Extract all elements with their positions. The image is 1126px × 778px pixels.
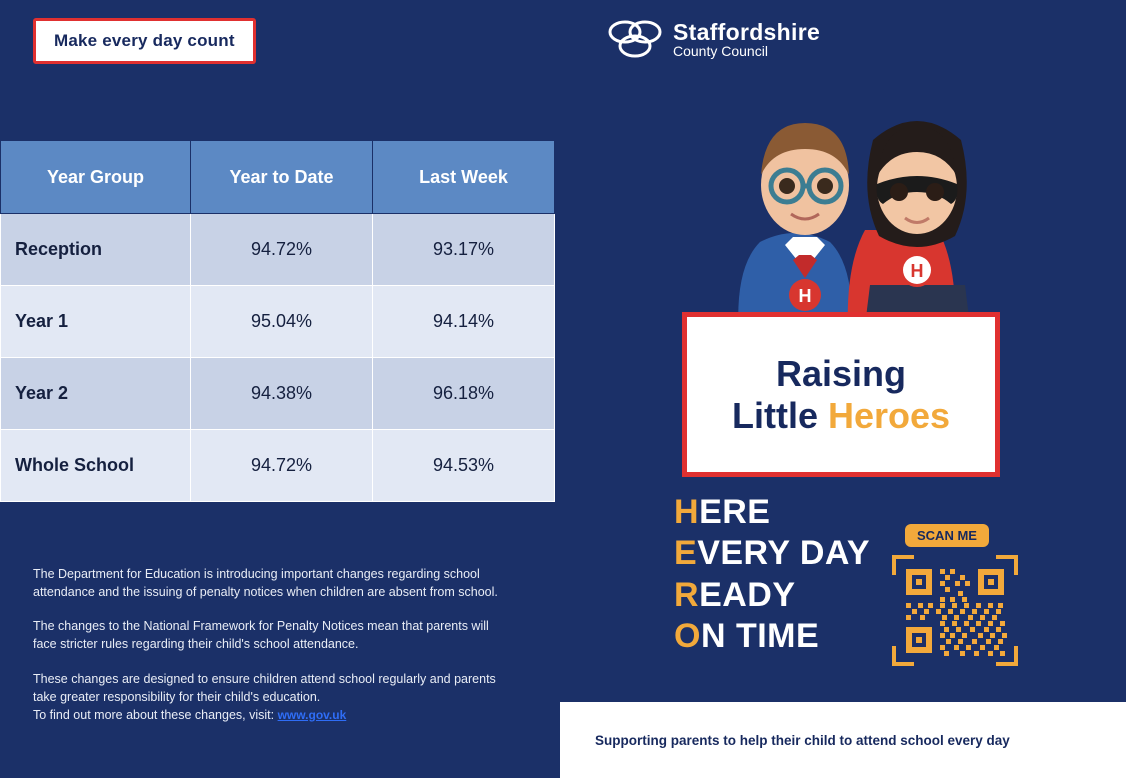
banner-line-little-heroes: [732, 395, 950, 436]
qr-code[interactable]: [890, 553, 1020, 668]
acronym-capital-h: H: [674, 493, 700, 531]
footer-bar: [560, 702, 1126, 778]
acronym-line-every-day: [674, 533, 870, 574]
column-header-year-to-date: Year to Date: [191, 141, 373, 214]
table-row: [1, 430, 555, 502]
acronym-line-ready: [674, 575, 870, 616]
cell-last-week: 94.14%: [373, 286, 555, 358]
poster-panel: [560, 0, 1126, 778]
cell-year-to-date: 95.04%: [191, 286, 373, 358]
cell-last-week: 93.17%: [373, 214, 555, 286]
banner-line-raising: Raising: [775, 353, 907, 395]
table-header-row: [1, 141, 555, 214]
hero-acronym-list: [674, 492, 870, 658]
info-paragraph-2: The changes to the National Framework for Penalty Notices mean that parents will face stricter rules regarding their child's school attendance.: [33, 619, 489, 652]
footer-text: Supporting parents to help their child to attend school every day: [595, 732, 1010, 748]
information-text-block: [33, 565, 513, 724]
banner-word-little: Little: [731, 394, 828, 436]
slogan-text: Make every day count: [54, 31, 235, 50]
logo-line-2: County Council: [673, 42, 768, 59]
info-link-prefix: To find out more about these changes, visit:: [33, 707, 278, 722]
cell-year-group: Year 2: [1, 358, 191, 430]
slogan-banner: [33, 18, 256, 64]
acronym-line-here: [674, 492, 870, 533]
info-paragraph-1: The Department for Education is introducing important changes regarding school attendance and the issuing of penalty notices when children are absent from school.: [33, 567, 498, 600]
acronym-rest-every-day: VERY DAY: [697, 534, 871, 573]
column-header-year-group: Year Group: [1, 141, 191, 214]
table-row: [1, 358, 555, 430]
cell-last-week: 94.53%: [373, 430, 555, 502]
cell-last-week: 96.18%: [373, 358, 555, 430]
info-paragraph-3: [33, 670, 513, 725]
gov-uk-link[interactable]: www.gov.uk: [277, 707, 347, 722]
acronym-line-on-time: [674, 616, 870, 657]
table-row: [1, 286, 555, 358]
staffordshire-county-council-logo: [607, 16, 820, 62]
scan-me-badge: SCAN ME: [905, 524, 989, 547]
superhero-children-illustration: [665, 80, 1005, 350]
raising-little-heroes-banner: [682, 312, 1000, 477]
cell-year-group: Year 1: [1, 286, 191, 358]
cell-year-group: Whole School: [1, 430, 191, 502]
cell-year-to-date: 94.72%: [191, 430, 373, 502]
banner-word-heroes: Heroes: [827, 394, 951, 436]
acronym-rest-on-time: N TIME: [700, 617, 820, 656]
acronym-capital-r: R: [674, 575, 700, 614]
logo-line-1: Staffordshire: [673, 18, 821, 45]
acronym-capital-o: O: [674, 617, 701, 656]
logo-text: [673, 20, 820, 59]
knot-icon: [607, 16, 663, 62]
column-header-last-week: Last Week: [373, 141, 555, 214]
info-paragraph-3-text: These changes are designed to ensure children attend school regularly and parents take greater responsibility for their child's education.: [33, 671, 496, 704]
svg-text:H: H: [910, 261, 924, 281]
attendance-table: [0, 140, 555, 502]
cell-year-group: Reception: [1, 214, 191, 286]
svg-text:H: H: [798, 286, 812, 306]
cell-year-to-date: 94.38%: [191, 358, 373, 430]
acronym-rest-ready: EADY: [699, 575, 796, 614]
table-row: [1, 214, 555, 286]
acronym-rest-here: ERE: [699, 493, 771, 531]
cell-year-to-date: 94.72%: [191, 214, 373, 286]
acronym-capital-e: E: [674, 534, 698, 573]
